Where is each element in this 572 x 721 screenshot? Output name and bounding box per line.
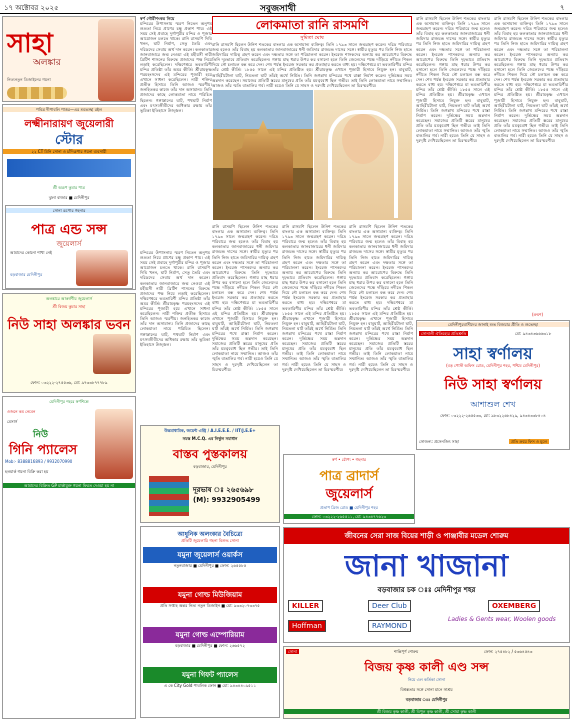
article-intro: রানি রাসমণি ছিলেন উনিশ শতকের বাংলার এক অসামান্য ব্যক্তিত্ব। তিনি ১৭৯৩ সালে জন্মগ্রহণ করেন। দরিদ্র পরিবারে জন্ম হলেও তাঁর বিবাহ হয় কলকাতার জানবাজারের ধনী জমিদার রাজচন্দ্র দাসের সঙ্গে। স্বামীর মৃত্যুর পর তিনি নিজ হাতে জমিদারির দায়িত্ব গ্রহণ করেন এবং দক্ষতার সঙ্গে তা পরিচালনা করেন। ইংরেজ শাসকদের অন্যায় কর আরোপের বিরুদ্ধে তিনি দৃঢ়ভাবে প্রতিবাদ করেছিলেন। গঙ্গায় মাছ ধরার উপর কর বসানো হলে তিনি জেলেদের পক্ষে দাঁড়িয়ে নদীতে শিকল দিয়ে নৌ চলাচল বন্ধ করে দেন। শেষ পর্যন্ত ইংরেজ সরকার কর প্রত্যাহার করতে বাধ্য হয়। দক্ষিণেশ্বরে মা ভবতারিণীর মন্দির তাঁর শ্রেষ্ঠ কীর্তি। ১৮৫৫ সালে এই মন্দির প্রতিষ্ঠিত হয়। শ্রীরামকৃষ্ণ এখানে পূজারী হিসাবে নিযুক্ত হন। বাবুঘাট, আহিরীটোলা ঘাট, নিমতলা ঘাট তাঁরই অর্থে নির্মিত। তিনি জগন্নাথ মন্দিরের পথে রাস্তা নির্মাণ করেন। দুর্ভিক্ষের সময় অন্নদান করেছেন। সমাজের প্রতিটি স্তরের মানুষের প্রতি তাঁর মমত্ববোধ ছিল গভীর। তাই তিনি লোকমাতা নামে সম্মানিত। আজও তাঁর স্মৃতি বাঙালির গর্ব। নারী হয়েও তিনি যে সাহস ও দূরদৃষ্টি দেখিয়েছিলেন তা চিরস্মরণীয়।: [212, 42, 412, 87]
lakshmi-owner: শ্রী অরূপ কুমার পাত্র: [52, 185, 86, 190]
model-image: [95, 409, 133, 479]
lakshmi-top: পবিত্র দীপাবলি পাত্তর—এর শুভেচ্ছা রইল: [3, 107, 135, 112]
bookstore-name: বাস্তব পুস্তকালয়: [172, 447, 248, 461]
bijoy-sub: নিয়ে এল কর্তিকা সোনা: [407, 677, 446, 682]
brand-logo: Hoffman: [288, 620, 326, 632]
column-text-left: [140, 16, 212, 246]
lakshmi-note: ২২ CT মিনি সোনা ও চাঁদিরূপার গয়না ব্যবসায়ী: [3, 149, 135, 154]
patra-brothers-ad: [283, 454, 415, 524]
patra-sub: জুয়েলার্স: [56, 240, 82, 248]
portrait-image: [314, 90, 412, 220]
yamuna-item-name: যমুনা গোল্ড এম্পোরিয়াম: [143, 627, 277, 643]
yamuna-ad: [140, 526, 280, 718]
bijoy-badge: সোনা: [288, 649, 297, 654]
yamuna-item-name: যমুনা গিফট প্যালেস: [143, 667, 277, 683]
temple-image: [213, 90, 313, 220]
saha-address: (বড় পোস্ট অফিস রোড, মেদিনীপুর শহর, পশ্চিম মেদিনীপুর): [446, 363, 540, 368]
page-header: [0, 0, 572, 14]
brand-logo: OXEMBERG: [488, 600, 540, 612]
article-byline: সুমিতা ঘোষ: [300, 35, 324, 41]
gini-tagline: ওজনে কম নেবেন: [7, 409, 36, 414]
bijoy-owner: শ্রী বিজয় কুমার সাহা: [52, 304, 86, 309]
yamuna-item-address: এ কে City Gold পাবলিক ফোন ■ মো: ৯৪৩৪৪০৯৫১১: [164, 683, 256, 688]
yamuna-item-address: বড়বাজার ■ মেদিনীপুর ■ ফোন: ২৬৬৫৭২: [175, 643, 245, 648]
lakshmi-banner: [7, 159, 131, 177]
article-title: লোকমাতা রানি রাসমণি: [255, 18, 369, 32]
jana-top: জীবনের সেরা সাজ বিয়ের শাড়ী ও পাঞ্জাবীর মডেল শোরুম: [284, 528, 569, 544]
header-date: ১৭ অক্টোবর ২০২৫: [4, 4, 59, 12]
gini-top: মেদিনীপুর শহরে স্বর্ণশিল্পে: [49, 399, 89, 404]
patra-address: বড়বাজার মেদিনীপুর: [10, 272, 43, 277]
new-saha-name: নিউ সাহা স্বর্ণালয়: [444, 377, 542, 393]
saha-swarnalaya-ad: [416, 320, 570, 450]
bookstore-mobile: (M): 9932905499: [193, 496, 261, 504]
bijoy-krishna-ad: [283, 646, 570, 719]
yamuna-item: [143, 627, 277, 667]
saha-phone: মো: ৯৪৩৪৩৬৬৬৩১৮: [515, 331, 552, 336]
patra2-phone: ফোন: ০৩২২২-২৬৫৫১১, মো: ৯৪৩৪৭৭৬২৩: [284, 514, 414, 519]
jana-brands: [288, 596, 566, 640]
shaha-logo: সাহা: [7, 29, 53, 59]
brand-logo: RAYMOND: [368, 620, 411, 632]
yamuna-sub: প্রতিটি জুয়েলারি গহনা বিশুদ্ধ সোনা: [181, 538, 239, 543]
gini-note: হলমার্ক গয়না বিক্রি করা হয়: [5, 469, 49, 474]
jewelry-image: [7, 87, 67, 99]
lakshmi-store: স্টোর: [55, 133, 83, 148]
bijoy-name: বিজয় কৃষ্ণ কালী এণ্ড সন্স: [364, 660, 489, 674]
saha-name: সাহা স্বর্ণালয়: [453, 344, 533, 363]
patra-ad: [5, 205, 133, 289]
gini-ad: [2, 396, 136, 719]
article-continued: (ক্রমশ): [532, 312, 544, 317]
bookstore-phone: দূরভাষ ঃ ২৬৫৬৯৮: [193, 486, 254, 494]
gini-name: গিনি প্যালেস: [9, 443, 78, 458]
yamuna-item: [143, 547, 277, 587]
bookstore-line2: সমস্ত M.C.Q. এর নির্ভুল সমাধান: [182, 436, 238, 441]
shaha-ad: [2, 16, 136, 102]
model-image: [93, 334, 131, 374]
shaha-tagline: নিত্যনতুন ডিজাইনের গয়না: [7, 77, 51, 82]
saha-proprietor: আশাশুল শেখ: [470, 400, 516, 409]
saha-top: মেদিনীপুরবাসীদের জানাই শুভ বিজয়ার প্রীতি ও শুভেচ্ছা: [417, 322, 569, 327]
gini-prefix: মেসার্স: [7, 419, 18, 424]
saha-offer: প্রতি ক্রয়ে ফিস ও মূলে: [511, 439, 547, 444]
gini-new: নিউ: [33, 430, 48, 440]
bijoy-phone: ফোন: ২৭৫৪৮২ / ৫৩৬৪৫৪৩: [484, 649, 533, 654]
patra-top: সোনা রূপোর গহনার: [6, 208, 132, 213]
article-col-2: রানি রাসমণি ছিলেন উনিশ শতকের বাংলার এক অসামান্য ব্যক্তিত্ব। তিনি ১৭৯৩ সালে জন্মগ্রহণ করেন। দরিদ্র পরিবারে জন্ম হলেও তাঁর বিবাহ হয় কলকাতার জানবাজারের ধনী জমিদার রাজচন্দ্র দাসের সঙ্গে। স্বামীর মৃত্যুর পর তিনি নিজ হাতে জমিদারির দায়িত্ব গ্রহণ করেন এবং দক্ষতার সঙ্গে তা পরিচালনা করেন। ইংরেজ শাসকদের অন্যায় কর আরোপের বিরুদ্ধে তিনি দৃঢ়ভাবে প্রতিবাদ করেছিলেন। গঙ্গায় মাছ ধরার উপর কর বসানো হলে তিনি জেলেদের পক্ষে দাঁড়িয়ে নদীতে শিকল দিয়ে নৌ চলাচল বন্ধ করে দেন। শেষ পর্যন্ত ইংরেজ সরকার কর প্রত্যাহার করতে বাধ্য হয়। দক্ষিণেশ্বরে মা ভবতারিণীর মন্দির তাঁর শ্রেষ্ঠ কীর্তি। ১৮৫৫ সালে এই মন্দির প্রতিষ্ঠিত হয়। শ্রীরামকৃষ্ণ এখানে পূজারী হিসাবে নিযুক্ত হন। বাবুঘাট, আহিরীটোলা ঘাট, নিমতলা ঘাট তাঁরই অর্থে নির্মিত। তিনি জগন্নাথ মন্দিরের পথে রাস্তা নির্মাণ করেন। দুর্ভিক্ষের সময় অন্নদান করেছেন। সমাজের প্রতিটি স্তরের মানুষের প্রতি তাঁর মমত্ববোধ ছিল গভীর। তাই তিনি লোকমাতা নামে সম্মানিত। আজও তাঁর স্মৃতি বাঙালির গর্ব। নারী হয়েও তিনি যে সাহস ও দূরদৃষ্টি দেখিয়েছিলেন তা চিরস্মরণীয়।: [282, 224, 346, 372]
bijoy-footer: শ্রী বিজয় কৃষ্ণ কালী, শ্রী বিপুল কৃষ্ণ কালী, শ্রী সোমা কৃষ্ণ কালী: [284, 709, 569, 714]
article-col-3: রানি রাসমণি ছিলেন উনিশ শতকের বাংলার এক অসামান্য ব্যক্তিত্ব। তিনি ১৭৯৩ সালে জন্মগ্রহণ করেন। দরিদ্র পরিবারে জন্ম হলেও তাঁর বিবাহ হয় কলকাতার জানবাজারের ধনী জমিদার রাজচন্দ্র দাসের সঙ্গে। স্বামীর মৃত্যুর পর তিনি নিজ হাতে জমিদারির দায়িত্ব গ্রহণ করেন এবং দক্ষতার সঙ্গে তা পরিচালনা করেন। ইংরেজ শাসকদের অন্যায় কর আরোপের বিরুদ্ধে তিনি দৃঢ়ভাবে প্রতিবাদ করেছিলেন। গঙ্গায় মাছ ধরার উপর কর বসানো হলে তিনি জেলেদের পক্ষে দাঁড়িয়ে নদীতে শিকল দিয়ে নৌ চলাচল বন্ধ করে দেন। শেষ পর্যন্ত ইংরেজ সরকার কর প্রত্যাহার করতে বাধ্য হয়। দক্ষিণেশ্বরে মা ভবতারিণীর মন্দির তাঁর শ্রেষ্ঠ কীর্তি। ১৮৫৫ সালে এই মন্দির প্রতিষ্ঠিত হয়। শ্রীরামকৃষ্ণ এখানে পূজারী হিসাবে নিযুক্ত হন। বাবুঘাট, আহিরীটোলা ঘাট, নিমতলা ঘাট তাঁরই অর্থে নির্মিত। তিনি জগন্নাথ মন্দিরের পথে রাস্তা নির্মাণ করেন। দুর্ভিক্ষের সময় অন্নদান করেছেন। সমাজের প্রতিটি স্তরের মানুষের প্রতি তাঁর মমত্ববোধ ছিল গভীর। তাই তিনি লোকমাতা নামে সম্মানিত। আজও তাঁর স্মৃতি বাঙালির গর্ব। নারী হয়েও তিনি যে সাহস ও দূরদৃষ্টি দেখিয়েছিলেন তা চিরস্মরণীয়।: [349, 224, 413, 372]
patra-tagline: আমাদের কোনো শাখা নেই: [10, 250, 52, 255]
yamuna-item-name: যমুনা জুয়েলার্স ওয়ার্কস: [143, 547, 277, 563]
lakshmi-name: লক্ষ্মীনারায়ণ জুয়েলারী: [24, 119, 114, 130]
patra2-top: স্বর্ণ • রৌপ্য • গহনার: [332, 457, 366, 462]
model-image: [76, 250, 128, 286]
bijoy-tag: শান্তিপূর্ণ শোরুম: [394, 649, 419, 654]
bijoy-contact: ফোন: ০৩২২২-২৭৫৫৩৬, মো: ৯৭৩৩৮৭৭৭৮৯: [30, 380, 108, 385]
patra2-sub: জুয়েলার্স: [325, 487, 373, 502]
yamuna-top: আধুনিক অলংকার বৈচিত্র্যে: [177, 531, 243, 538]
column-subtitle: স্বর্ণ গৌরীশংকর নিয়ে: [140, 16, 175, 21]
saha-courtesy: সোজন্য: প্রসেনজিৎ সাহা: [419, 439, 459, 444]
bookstore-address: বড়বাজার, মেদিনীপুর: [193, 464, 227, 469]
page-number: ৭: [560, 4, 565, 12]
brand-logo: KILLER: [288, 600, 323, 612]
bookstore-top: উচ্চমাধ্যমিক, জয়েন্ট এন্ট্রি / A.I.E.E.E. / IIT/J.E.E+: [164, 428, 256, 433]
bijoy-line: বিশ্বস্ততার সঙ্গে সোনা মানে সাশ্রয়: [400, 687, 453, 692]
article-col-5: রানি রাসমণি ছিলেন উনিশ শতকের বাংলার এক অসামান্য ব্যক্তিত্ব। তিনি ১৭৯৩ সালে জন্মগ্রহণ করেন। দরিদ্র পরিবারে জন্ম হলেও তাঁর বিবাহ হয় কলকাতার জানবাজারের ধনী জমিদার রাজচন্দ্র দাসের সঙ্গে। স্বামীর মৃত্যুর পর তিনি নিজ হাতে জমিদারির দায়িত্ব গ্রহণ করেন এবং দক্ষতার সঙ্গে তা পরিচালনা করেন। ইংরেজ শাসকদের অন্যায় কর আরোপের বিরুদ্ধে তিনি দৃঢ়ভাবে প্রতিবাদ করেছিলেন। গঙ্গায় মাছ ধরার উপর কর বসানো হলে তিনি জেলেদের পক্ষে দাঁড়িয়ে নদীতে শিকল দিয়ে নৌ চলাচল বন্ধ করে দেন। শেষ পর্যন্ত ইংরেজ সরকার কর প্রত্যাহার করতে বাধ্য হয়। দক্ষিণেশ্বরে মা ভবতারিণীর মন্দির তাঁর শ্রেষ্ঠ কীর্তি। ১৮৫৫ সালে এই মন্দির প্রতিষ্ঠিত হয়। শ্রীরামকৃষ্ণ এখানে পূজারী হিসাবে নিযুক্ত হন। বাবুঘাট, আহিরীটোলা ঘাট, নিমতলা ঘাট তাঁরই অর্থে নির্মিত। তিনি জগন্নাথ মন্দিরের পথে রাস্তা নির্মাণ করেন। দুর্ভিক্ষের সময় অন্নদান করেছেন। সমাজের প্রতিটি স্তরের মানুষের প্রতি তাঁর মমত্ববোধ ছিল গভীর। তাই তিনি লোকমাতা নামে সম্মানিত। আজও তাঁর স্মৃতি বাঙালির গর্ব। নারী হয়েও তিনি যে সাহস ও দূরদৃষ্টি দেখিয়েছিলেন তা চিরস্মরণীয়।: [494, 16, 568, 144]
article-col-4: রানি রাসমণি ছিলেন উনিশ শতকের বাংলার এক অসামান্য ব্যক্তিত্ব। তিনি ১৭৯৩ সালে জন্মগ্রহণ করেন। দরিদ্র পরিবারে জন্ম হলেও তাঁর বিবাহ হয় কলকাতার জানবাজারের ধনী জমিদার রাজচন্দ্র দাসের সঙ্গে। স্বামীর মৃত্যুর পর তিনি নিজ হাতে জমিদারির দায়িত্ব গ্রহণ করেন এবং দক্ষতার সঙ্গে তা পরিচালনা করেন। ইংরেজ শাসকদের অন্যায় কর আরোপের বিরুদ্ধে তিনি দৃঢ়ভাবে প্রতিবাদ করেছিলেন। গঙ্গায় মাছ ধরার উপর কর বসানো হলে তিনি জেলেদের পক্ষে দাঁড়িয়ে নদীতে শিকল দিয়ে নৌ চলাচল বন্ধ করে দেন। শেষ পর্যন্ত ইংরেজ সরকার কর প্রত্যাহার করতে বাধ্য হয়। দক্ষিণেশ্বরে মা ভবতারিণীর মন্দির তাঁর শ্রেষ্ঠ কীর্তি। ১৮৫৫ সালে এই মন্দির প্রতিষ্ঠিত হয়। শ্রীরামকৃষ্ণ এখানে পূজারী হিসাবে নিযুক্ত হন। বাবুঘাট, আহিরীটোলা ঘাট, নিমতলা ঘাট তাঁরই অর্থে নির্মিত। তিনি জগন্নাথ মন্দিরের পথে রাস্তা নির্মাণ করেন। দুর্ভিক্ষের সময় অন্নদান করেছেন। সমাজের প্রতিটি স্তরের মানুষের প্রতি তাঁর মমত্ববোধ ছিল গভীর। তাই তিনি লোকমাতা নামে সম্মানিত। আজও তাঁর স্মৃতি বাঙালির গর্ব। নারী হয়েও তিনি যে সাহস ও দূরদৃষ্টি দেখিয়েছিলেন তা চিরস্মরণীয়।: [416, 16, 490, 144]
brand-logo: Deer Club: [368, 600, 411, 612]
gini-mobile: Mob:- 8388816893 / 9932070990: [5, 459, 73, 464]
jana-address: বড়বাজার চক ঃঃ মেদিনীপুর শহর: [377, 586, 476, 594]
model-image: [98, 19, 134, 101]
column-text-lower: মন্দিরের উপাসনায় স্মরণ নিতেন অনুপম শুভ্রতা নিয়ে প্রাণের চক্ষু প্রকাশ পায়। এই সময় সেই প্রবাহে দুর্গাপুরীর মন্দির ও পূজার আয়োজন চলতে থাকে। রানি রাসমণি দিঘি খনন, ঘাট নির্মাণ, সেতু তৈরি এবং দরিদ্রদের সেবায় অর্থ দান করেন। কলকাতার জানবাজারে জন্ম নেওয়া এই মহীয়সী নারী ব্রিটিশ শাসনের বিরুদ্ধে প্রজাদের পক্ষ নিয়ে লড়াই করেছিলেন। দক্ষিণেশ্বরে ভবতারিণী মন্দির প্রতিষ্ঠা তাঁর অমর কীর্তি। শ্রীরামকৃষ্ণ পরমহংসদেব এই মন্দিরের পূজারী হয়ে এখানে সাধনা করেছিলেন। নারী শক্তির প্রতীক হিসাবে তিনি আজও স্মরণীয়। জনহিতকর কাজে তাঁর দান অসামান্য। তিনি প্রজাদের কাছে লোকমাতা নামে পরিচিত ছিলেন। গঙ্গাস্নানের ঘাট, পথঘাট নির্মাণ এবং মৎস্যজীবীদের অধিকার রক্ষায় তাঁর ভূমিকা ইতিহাসে উজ্জ্বল।: [140, 250, 210, 347]
bijoy-address: বড়বাজার ঃঃ মেদিনীপুর: [405, 697, 448, 702]
yamuna-item-address: নতুনবাজার ■ মেদিনীপুর ■ ফোন: ২৬৫৫৮৫: [173, 563, 247, 568]
yamuna-item-address: প্রতি সপ্তাহ অন্তর নিত্য নতুন ডিজাইন ■ মো: ৯৩৩২০৭৩৩৭৫: [160, 603, 260, 608]
bijoy-shaha-ad: [2, 293, 136, 393]
lakshmi-address: ঝুলা বাজার ■ মেদিনীপুর: [48, 195, 90, 200]
patra2-name: পাত্র ব্রাদার্স: [319, 469, 379, 484]
lakshmi-ad: [2, 104, 136, 290]
yamuna-list: [143, 547, 277, 707]
column-paragraph: মন্দিরের উপাসনায় স্মরণ নিতেন অনুপম শুভ্রতা নিয়ে প্রাণের চক্ষু প্রকাশ পায়। এই সময় সেই প্রবাহে দুর্গাপুরীর মন্দির ও পূজার আয়োজন চলতে থাকে। রানি রাসমণি দিঘি খনন, ঘাট নির্মাণ, সেতু তৈরি এবং দরিদ্রদের সেবায় অর্থ দান করেন। কলকাতার জানবাজারে জন্ম নেওয়া এই মহীয়সী নারী ব্রিটিশ শাসনের বিরুদ্ধে প্রজাদের পক্ষ নিয়ে লড়াই করেছিলেন। দক্ষিণেশ্বরে ভবতারিণী মন্দির প্রতিষ্ঠা তাঁর অমর কীর্তি। শ্রীরামকৃষ্ণ পরমহংসদেব এই মন্দিরের পূজারী হয়ে এখানে সাধনা করেছিলেন। নারী শক্তির প্রতীক হিসাবে তিনি আজও স্মরণীয়। জনহিতকর কাজে তাঁর দান অসামান্য। তিনি প্রজাদের কাছে লোকমাতা নামে পরিচিত ছিলেন। গঙ্গাস্নানের ঘাট, পথঘাট নির্মাণ এবং মৎস্যজীবীদের অধিকার রক্ষায় তাঁর ভূমিকা ইতিহাসে উজ্জ্বল।: [140, 21, 212, 113]
jana-khajana-ad: [283, 527, 570, 643]
jana-name: জানা খাজানা: [344, 549, 509, 584]
shaha-sub: অলঙ্কার: [33, 58, 61, 68]
books-image: [149, 476, 189, 516]
patra2-address: প্রতাপ ব্রিজ রোড ■ মেদিনীপুর শহর: [320, 505, 378, 510]
saha-badge: সোনালী ঐতিহ্যের প্রতিশ্রুতি: [421, 331, 467, 336]
article-title-box: [212, 16, 412, 34]
article-col-1: রানি রাসমণি ছিলেন উনিশ শতকের বাংলার এক অসামান্য ব্যক্তিত্ব। তিনি ১৭৯৩ সালে জন্মগ্রহণ করেন। দরিদ্র পরিবারে জন্ম হলেও তাঁর বিবাহ হয় কলকাতার জানবাজারের ধনী জমিদার রাজচন্দ্র দাসের সঙ্গে। স্বামীর মৃত্যুর পর তিনি নিজ হাতে জমিদারির দায়িত্ব গ্রহণ করেন এবং দক্ষতার সঙ্গে তা পরিচালনা করেন। ইংরেজ শাসকদের অন্যায় কর আরোপের বিরুদ্ধে তিনি দৃঢ়ভাবে প্রতিবাদ করেছিলেন। গঙ্গায় মাছ ধরার উপর কর বসানো হলে তিনি জেলেদের পক্ষে দাঁড়িয়ে নদীতে শিকল দিয়ে নৌ চলাচল বন্ধ করে দেন। শেষ পর্যন্ত ইংরেজ সরকার কর প্রত্যাহার করতে বাধ্য হয়। দক্ষিণেশ্বরে মা ভবতারিণীর মন্দির তাঁর শ্রেষ্ঠ কীর্তি। ১৮৫৫ সালে এই মন্দির প্রতিষ্ঠিত হয়। শ্রীরামকৃষ্ণ এখানে পূজারী হিসাবে নিযুক্ত হন। বাবুঘাট, আহিরীটোলা ঘাট, নিমতলা ঘাট তাঁরই অর্থে নির্মিত। তিনি জগন্নাথ মন্দিরের পথে রাস্তা নির্মাণ করেন। দুর্ভিক্ষের সময় অন্নদান করেছেন। সমাজের প্রতিটি স্তরের মানুষের প্রতি তাঁর মমত্ববোধ ছিল গভীর। তাই তিনি লোকমাতা নামে সম্মানিত। আজও তাঁর স্মৃতি বাঙালির গর্ব। নারী হয়েও তিনি যে সাহস ও দূরদৃষ্টি দেখিয়েছিলেন তা চিরস্মরণীয়।: [212, 224, 278, 372]
bookstore-ad: [140, 425, 280, 523]
patra-name: পাত্র এন্ড সন্স: [31, 222, 107, 238]
yamuna-item: [143, 587, 277, 627]
gini-footer: আমাদের বিক্রিত GP মার্কাযুক্ত গয়না ফিরত দেওয়া হয় না: [3, 483, 135, 488]
bijoy-top: অলঙ্কারে আকর্ষণীয় জুয়েলার্স: [45, 296, 93, 301]
yamuna-item: [143, 667, 277, 707]
bijoy-name: নিউ সাহা অলঙ্কার ভবন: [7, 318, 131, 333]
brand-tagline: Ladies & Gents wear, Woolen goods: [448, 616, 556, 623]
newspaper-title: সবুজসাথী: [260, 4, 296, 14]
yamuna-item-name: যমুনা গোল্ড মিউজিয়াম: [143, 587, 277, 603]
saha-contact: ফোন: ০৩২২২-২৬৫৫৩৩, মো: ৯৮৩২২৬৮৪২৯, ৯৪৩৪৩৩৮৪০৪: [440, 413, 546, 418]
